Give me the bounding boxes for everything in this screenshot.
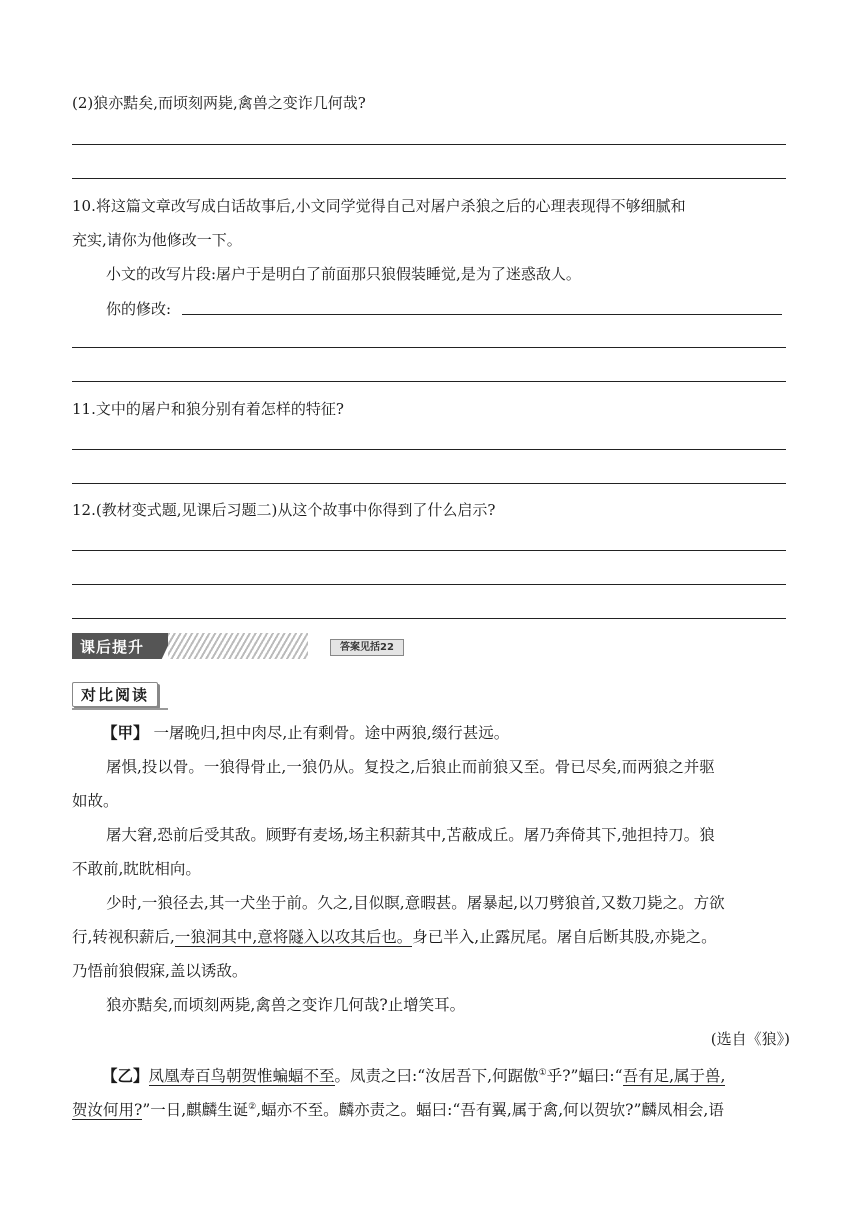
answer-line[interactable]	[72, 381, 786, 382]
question-10-line2: 充实,请你为他修改一下。	[72, 231, 242, 249]
passage-jia-p4b	[72, 923, 788, 951]
passage-jia-p4b-post: 身已半入,止露尻尾。屠自后断其股,亦毙之。	[412, 928, 717, 946]
passage-yi-text: ,蝠亦不至。麟亦责之。蝠曰:“吾有翼,属于禽,何以贺欤?”麟凤相会,语	[256, 1101, 724, 1120]
passage-yi-line2	[72, 1093, 788, 1124]
passage-jia-p5: 狼亦黠矣,而顷刻两毙,禽兽之变诈几何哉?止增笑耳。	[106, 996, 466, 1014]
answer-line[interactable]	[72, 584, 786, 585]
passage-jia-p4a: 少时,一狼径去,其一犬坐于前。久之,目似瞑,意暇甚。屠暴起,以刀劈狼首,又数刀毙之。方欲	[106, 894, 725, 912]
passage-jia-p2b: 如故。	[72, 792, 119, 810]
passage-yi-label: 【乙】	[102, 1066, 149, 1086]
answer-line[interactable]	[72, 144, 786, 145]
banner-title: 课后提升	[80, 638, 145, 656]
passage-jia-label: 【甲】	[102, 723, 149, 742]
underlined-sentence: 吾有足,属于兽,	[622, 1067, 726, 1086]
question-9-2: (2)狼亦黠矣,而顷刻两毙,禽兽之变诈几何哉?	[72, 94, 366, 112]
question-10-line1: 10.将这篇文章改写成白话故事后,小文同学觉得自己对屠户杀狼之后的心理表现得不够细腻和	[72, 197, 686, 215]
passage-jia-p1	[72, 719, 788, 747]
passage-jia-p3b: 不敢前,眈眈相向。	[72, 860, 201, 878]
passage-yi-text: 。凤责之曰:“汝居吾下,何踞傲	[334, 1067, 539, 1086]
passage-jia-source: (选自《狼》)	[710, 1030, 790, 1048]
question-11: 11.文中的屠户和狼分别有着怎样的特征?	[72, 400, 344, 418]
section-heading	[72, 682, 158, 706]
section-title: 对比阅读	[72, 682, 158, 707]
passage-jia-p4c: 乃悟前狼假寐,盖以诱敌。	[72, 962, 248, 980]
question-10-sample: 小文的改写片段:屠户于是明白了前面那只狼假装睡觉,是为了迷惑敌人。	[106, 265, 581, 283]
footnote-marker: ②	[248, 1102, 257, 1112]
footnote-marker: ①	[538, 1068, 547, 1078]
passage-jia-p3a: 屠大窘,恐前后受其敌。顾野有麦场,场主积薪其中,苫蔽成丘。屠乃奔倚其下,弛担持刀。狼	[106, 826, 715, 844]
answer-line[interactable]	[72, 550, 786, 551]
section-banner	[72, 633, 402, 659]
underlined-sentence: 贺汝何用?	[72, 1101, 143, 1120]
answer-line[interactable]	[72, 347, 786, 348]
answer-line[interactable]	[72, 483, 786, 484]
answer-reference-badge: 答案见括22	[330, 639, 404, 656]
passage-jia-p1-text: 一屠晚归,担中肉尽,止有剩骨。途中两狼,缀行甚远。	[153, 724, 510, 742]
passage-jia-p4b-pre: 行,转视积薪后,	[72, 928, 175, 946]
underlined-sentence: 一狼洞其中,意将隧入以攻其后也。	[174, 928, 413, 946]
answer-line[interactable]	[72, 449, 786, 450]
underlined-sentence: 凤凰寿百鸟朝贺惟蝙蝠不至	[148, 1067, 335, 1086]
answer-line[interactable]	[182, 314, 782, 315]
answer-line[interactable]	[72, 618, 786, 619]
passage-yi-line1	[72, 1059, 788, 1090]
question-12: 12.(教材变式题,见课后习题二)从这个故事中你得到了什么启示?	[72, 501, 496, 519]
section-underline	[72, 708, 168, 710]
passage-jia-p2a: 屠惧,投以骨。一狼得骨止,一狼仍从。复投之,后狼止而前狼又至。骨已尽矣,而两狼之并驱	[106, 758, 715, 776]
passage-yi-text: 乎?”蝠曰:“	[546, 1067, 623, 1086]
question-10-yours-label: 你的修改:	[106, 300, 172, 318]
passage-yi-text: ”一日,麒麟生诞	[142, 1101, 249, 1120]
answer-line[interactable]	[72, 178, 786, 179]
banner-stripe-decoration	[168, 633, 308, 659]
